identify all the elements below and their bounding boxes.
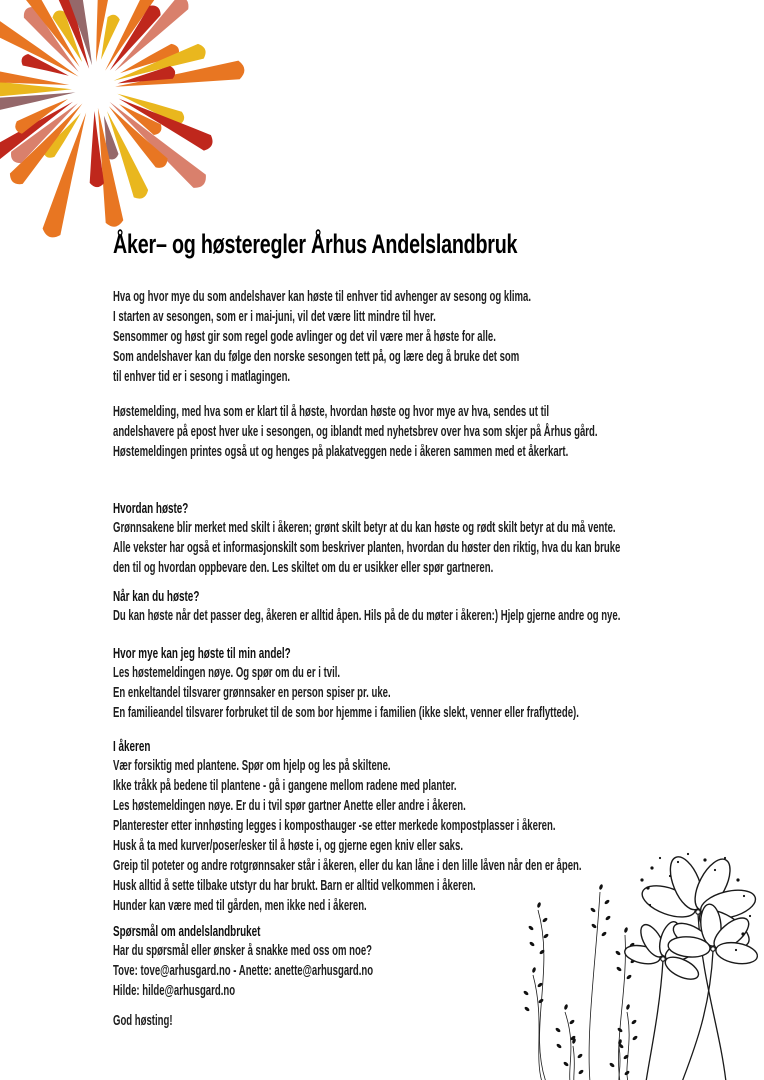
contact-line-hilde: Hilde: hilde@arhusgard.no <box>113 983 236 999</box>
text-line: I starten av sesongen, som er i mai-juni, vil det være litt mindre til hver. <box>113 309 436 325</box>
text-line: Greip til poteter og andre rotgrønnsaker står i åkeren, eller du kan låne i den lille låven når den er åpen. <box>113 858 582 874</box>
text-line: Husk alltid å sette tilbake utstyr du har brukt. Barn er alltid velkommen i åkeren. <box>113 878 476 894</box>
text-line: Les høstemeldingen nøye. Er du i tvil spør gartner Anette eller andre i åkeren. <box>113 798 466 814</box>
text-line: Som andelshaver kan du følge den norske sesongen tett på, og lære deg å bruke det som <box>113 349 520 365</box>
text-line: Du kan høste når det passer deg, åkeren er alltid åpen. Hils på de du møter i åkeren:) Hjelp gjerne andre og nye. <box>113 608 621 624</box>
section-heading: Hvordan høste? <box>113 500 189 517</box>
intro-paragraph <box>113 289 733 389</box>
section-heading: Hvor mye kan jeg høste til min andel? <box>113 645 291 662</box>
section-how-much <box>113 645 733 725</box>
text-line: den til og hvordan oppbevare den. Les skiltet om du er usikker eller spør gartneren. <box>113 560 494 576</box>
text-line: Vær forsiktig med plantene. Spør om hjelp og les på skiltene. <box>113 758 391 774</box>
text-line: til enhver tid er i sesong i matlagingen. <box>113 369 291 385</box>
text-line: Høstemeldingen printes også ut og henges på plakatveggen nede i åkeren sammen med et åkerkart. <box>113 444 569 460</box>
text-line: Les høstemeldingen nøye. Og spør om du er i tvil. <box>113 665 341 681</box>
text-line: Alle vekster har også et informasjonskilt som beskriver planten, hvordan du høster den riktig, hva du kan bruke <box>113 540 621 556</box>
text-line: Hunder kan være med til gården, men ikke ned i åkeren. <box>113 898 367 914</box>
contact-line-tove-anette: Tove: tove@arhusgard.no - Anette: anette@arhusgard.no <box>113 963 374 979</box>
text-line: Ikke tråkk på bedene til plantene - gå i gangene mellom radene med planter. <box>113 778 457 794</box>
page-title <box>113 229 733 260</box>
section-when-to-harvest <box>113 588 733 628</box>
section-heading: Spørsmål om andelslandbruket <box>113 923 261 940</box>
text-line: Husk å ta med kurver/poser/esker til å høste i, og gjerne egen kniv eller saks. <box>113 838 463 854</box>
section-heading: Når kan du høste? <box>113 588 200 605</box>
text-line: Høstemelding, med hva som er klart til å høste, hvordan høste og hvor mye av hva, sendes ut til <box>113 404 550 420</box>
text-line: Har du spørsmål eller ønsker å snakke med oss om noe? <box>113 943 373 959</box>
text-line: En enkeltandel tilsvarer grønnsaker en person spiser pr. uke. <box>113 685 391 701</box>
closing-text: God høsting! <box>113 1013 173 1029</box>
text-line: En familieandel tilsvarer forbruket til de som bor hjemme i familien (ikke slekt, venner eller fraflyttede). <box>113 705 579 721</box>
flowers-line-art <box>500 850 764 1080</box>
section-how-to-harvest <box>113 500 733 580</box>
text-line: andelshavere på epost hver uke i sesongen, og iblandt med nyhetsbrev over hva som skjer på Århus gård. <box>113 424 598 440</box>
text-line: Sensommer og høst gir som regel gode avlinger og det vil være mer å høste for alle. <box>113 329 496 345</box>
section-heading: I åkeren <box>113 738 151 755</box>
mailing-paragraph <box>113 404 733 464</box>
text-line: Grønnsakene blir merket med skilt i åkeren; grønt skilt betyr at du kan høste og rødt skilt betyr at du må vente. <box>113 520 616 536</box>
text-line: Planterester etter innhøsting legges i komposthauger -se etter merkede kompostplasser i åkeren. <box>113 818 556 834</box>
flowers-line-art-icon <box>500 850 764 1080</box>
page-title-text: Åker– og høsteregler Århus Andelslandbruk <box>113 229 518 259</box>
text-line: Hva og hvor mye du som andelshaver kan høste til enhver tid avhenger av sesong og klima. <box>113 289 532 305</box>
